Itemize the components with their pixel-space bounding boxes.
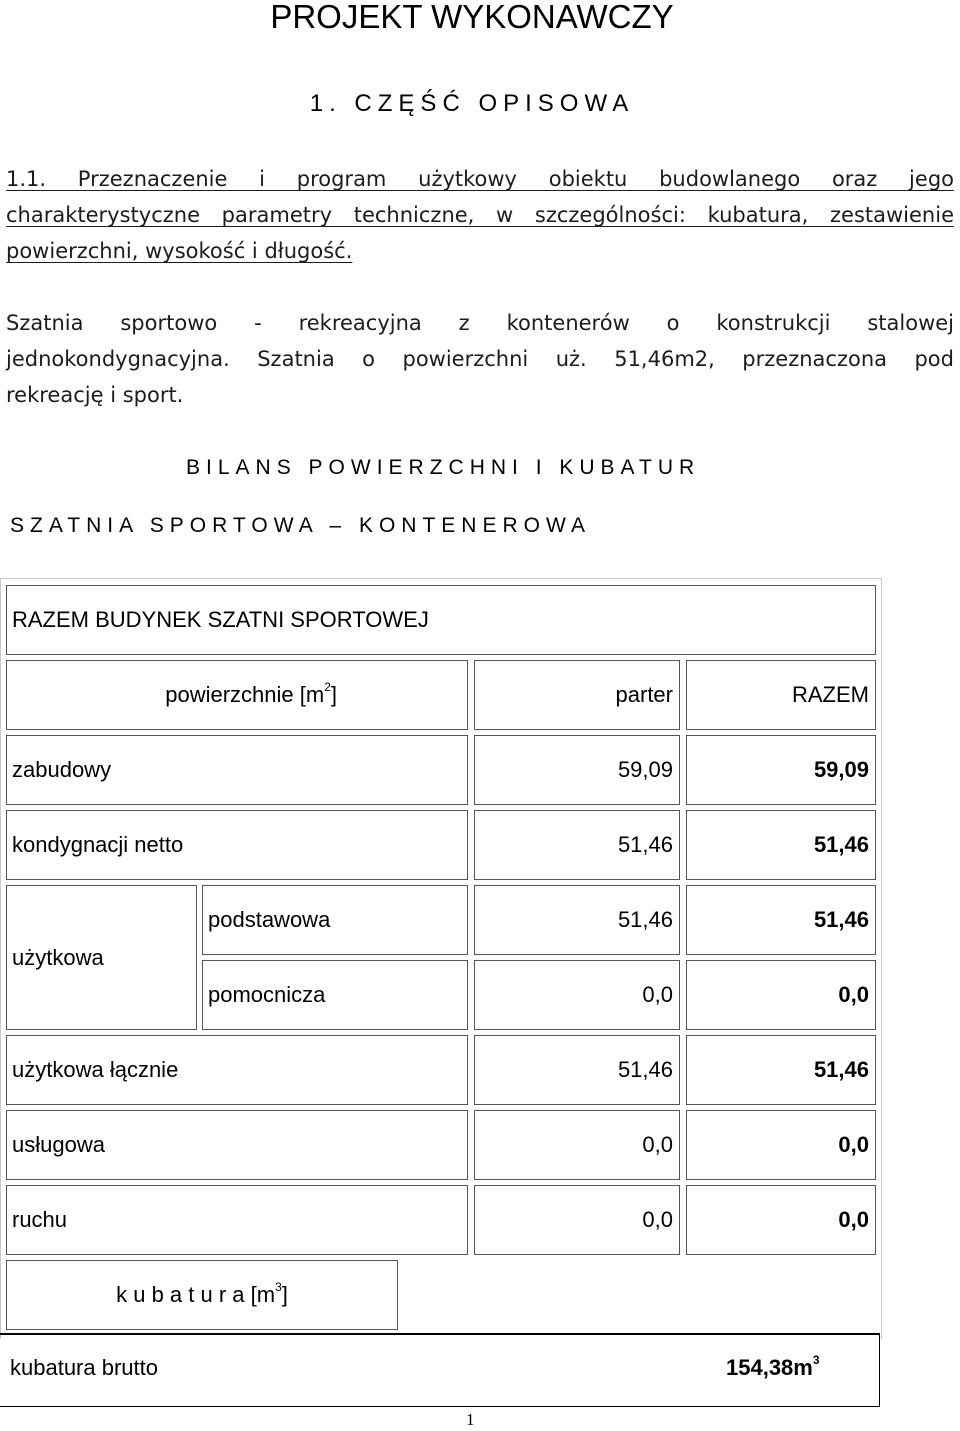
- page-number: 1: [466, 1410, 475, 1429]
- row-podstawowa-razem: 51,46: [686, 885, 876, 955]
- table-title: RAZEM BUDYNEK SZATNI SPORTOWEJ: [6, 585, 876, 655]
- row-ruchu-label: ruchu: [6, 1185, 468, 1255]
- row-ruchu-razem: 0,0: [686, 1185, 876, 1255]
- row-netto-razem: 51,46: [686, 810, 876, 880]
- section-heading-line-3: powierzchni, wysokość i długość.: [6, 239, 353, 263]
- szatnia-heading: SZATNIA SPORTOWA – KONTENEROWA: [10, 514, 592, 537]
- row-pomocnicza-label: pomocnicza: [202, 960, 468, 1030]
- row-pomocnicza-parter: 0,0: [474, 960, 680, 1030]
- kubatura-brutto-value: $154,38m^3$: [726, 1353, 820, 1380]
- section-heading-line-1: 1.1. Przeznaczenie i program użytkowy obiektu budowlanego oraz jego: [6, 167, 954, 191]
- row-netto-parter: 51,46: [474, 810, 680, 880]
- row-uslugowa-label: usługowa: [6, 1110, 468, 1180]
- row-pomocnicza-razem: 0,0: [686, 960, 876, 1030]
- header-powierzchnie: powierzchnie $[m^2]$: [6, 660, 468, 730]
- row-zabudowy-parter: 59,09: [474, 735, 680, 805]
- row-zabudowy-razem: 59,09: [686, 735, 876, 805]
- row-uslugowa-parter: 0,0: [474, 1110, 680, 1180]
- description-line-2: jednokondygnacyjna. Szatnia o powierzchni uż. 51,46m2, przeznaczona pod: [6, 347, 954, 371]
- kubatura-brutto-label: kubatura brutto: [10, 1355, 158, 1380]
- row-uzytkowa-lacznie-razem: 51,46: [686, 1035, 876, 1105]
- row-podstawowa-parter: 51,46: [474, 885, 680, 955]
- header-parter: parter: [474, 660, 680, 730]
- description-line-3: rekreację i sport.: [6, 383, 184, 407]
- row-uzytkowa-lacznie-label: użytkowa łącznie: [6, 1035, 468, 1105]
- row-podstawowa-label: podstawowa: [202, 885, 468, 955]
- kubatura-header: k u b a t u r a $[m^3]$: [6, 1260, 398, 1330]
- row-zabudowy-label: zabudowy: [6, 735, 468, 805]
- description-line-1: Szatnia sportowo - rekreacyjna z kontenerów o konstrukcji stalowej: [6, 311, 954, 335]
- row-netto-label: kondygnacji netto: [6, 810, 468, 880]
- section-heading-line-2: charakterystyczne parametry techniczne, w szczególności: kubatura, zestawienie: [6, 203, 954, 227]
- bilans-heading: BILANS POWIERZCHNI I KUBATUR: [186, 456, 701, 479]
- document-subtitle: 1. CZĘŚĆ OPISOWA: [309, 90, 635, 117]
- document-title: PROJEKT WYKONAWCZY: [270, 0, 674, 35]
- row-uzytkowa-label: użytkowa: [6, 885, 197, 1030]
- row-ruchu-parter: 0,0: [474, 1185, 680, 1255]
- header-razem: RAZEM: [686, 660, 876, 730]
- row-uzytkowa-lacznie-parter: 51,46: [474, 1035, 680, 1105]
- row-uslugowa-razem: 0,0: [686, 1110, 876, 1180]
